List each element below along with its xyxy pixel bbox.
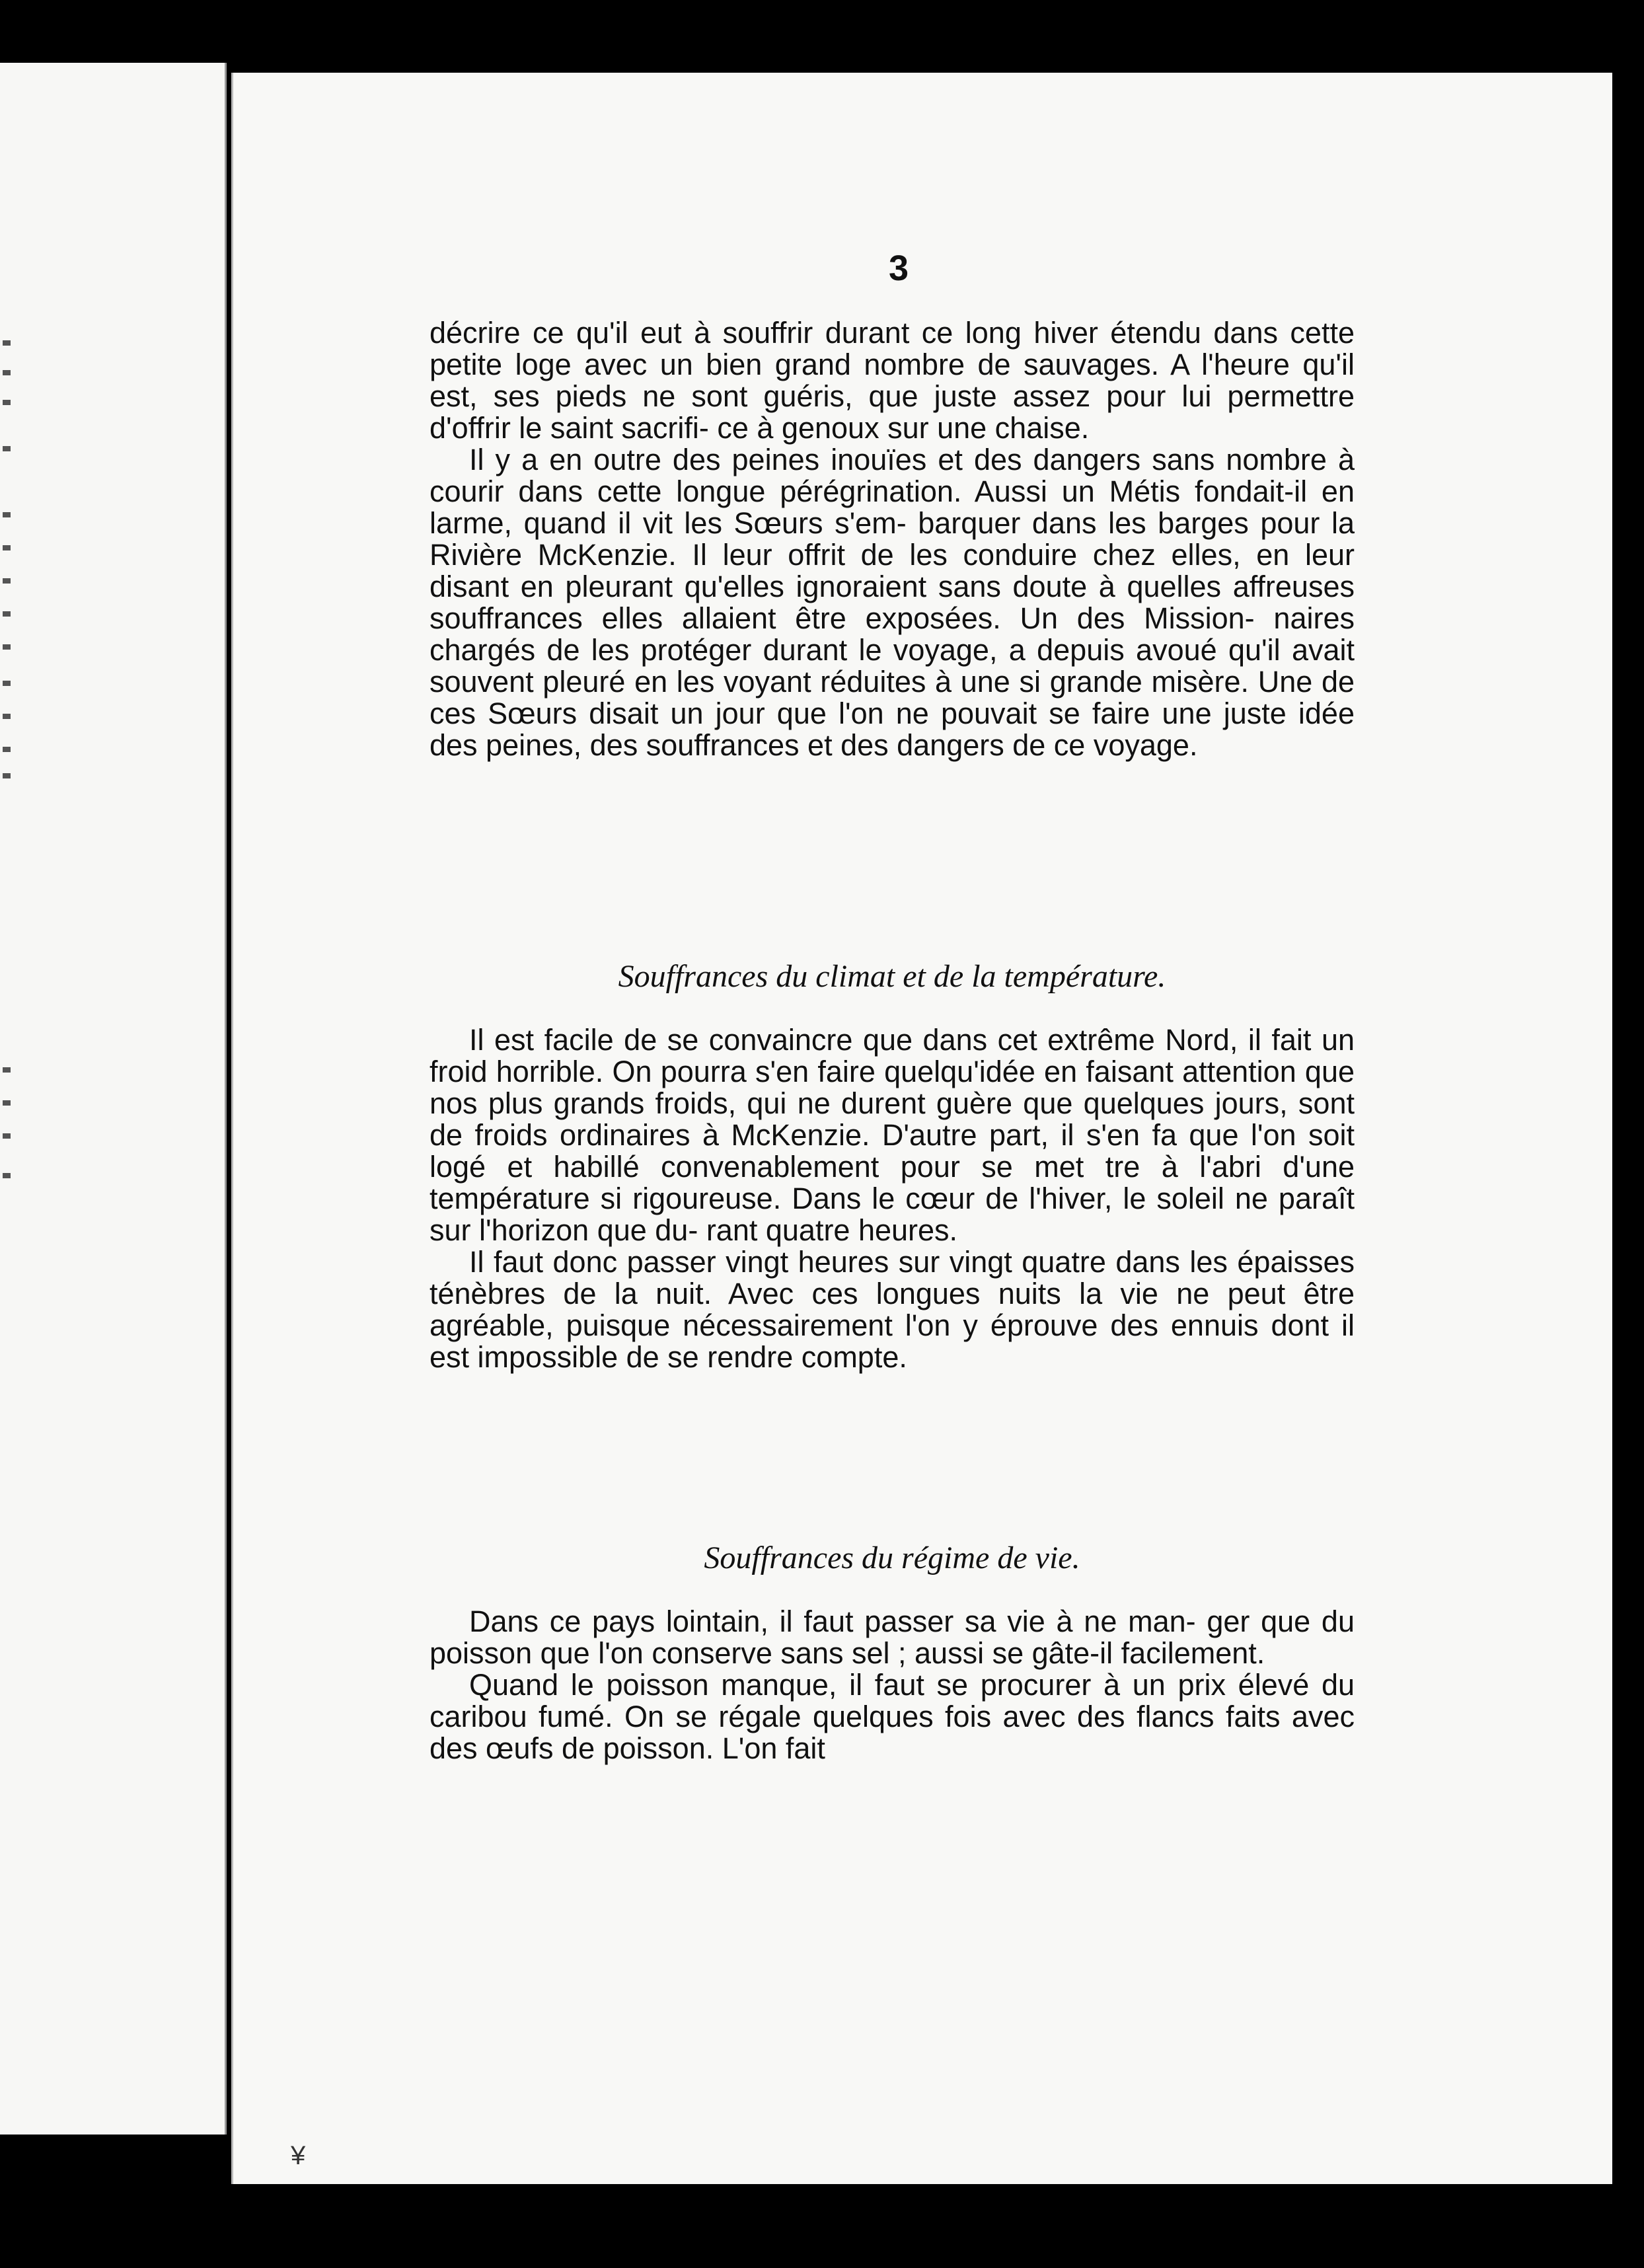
page-number: 3 <box>889 248 909 288</box>
paragraph: décrire ce qu'il eut à souffrir durant ce long hiver étendu dans cette petite loge avec un bien grand nombre de sauvages. A l'heure qu'il est, ses pieds ne sont guéris, que juste assez pour lui permettre d'offrir le saint sacrifi- ce à genoux sur une chaise. <box>430 316 1355 445</box>
ink-smudge: ¥ <box>291 2141 306 2170</box>
paragraph: Il faut donc passer vingt heures sur vingt quatre dans les épaisses ténèbres de la nuit. Avec ces longues nuits la vie ne peut être agréable, puisque nécessairement l'on y éprouve des ennuis dont il est impossible de se rendre compte. <box>430 1245 1355 1374</box>
paragraph: Il y a en outre des peines inouïes et des dangers sans nombre à courir dans cette longue pérégrination. Aussi un Métis fondait-il en larme, quand il vit les Sœurs s'em- barquer dans les barges pour la Rivière McKenzie. Il leur offrit de les conduire chez elles, en leur disant en pleurant qu'elles ignoraient sans doute à quelles affreuses souffrances elles allaient être exposées. Un des Mission- naires chargés de les protéger durant le voyage, a depuis avoué qu'il avait souvent pleuré en les voyant réduites à une si grande misère. Une de ces Sœurs disait un jour que l'on ne pouvait se faire une juste idée des peines, des souffrances et des dangers de ce voyage. <box>430 443 1355 762</box>
left-page-edge-marks <box>0 63 26 2135</box>
paragraph: Dans ce pays lointain, il faut passer sa vie à ne man- ger que du poisson que l'on conserve sans sel ; aussi se gâte-il facilement. <box>430 1605 1355 1670</box>
section-heading: Souffrances du climat et de la température. <box>618 959 1166 994</box>
text-block-climat <box>430 1024 1355 1373</box>
section-heading: Souffrances du régime de vie. <box>704 1540 1080 1575</box>
text-block-top <box>430 317 1355 761</box>
paragraph: Il est facile de se convaincre que dans cet extrême Nord, il fait un froid horrible. On pourra s'en faire quelqu'idée en faisant attention que nos plus grands froids, qui ne durent guère que quelques jours, sont de froids ordinaires à McKenzie. D'autre part, il s'en fa que l'on soit logé et habillé convenablement pour se met tre à l'abri d'une température si rigoureuse. Dans le cœur de l'hiver, le soleil ne paraît sur l'horizon que du- rant quatre heures. <box>430 1023 1355 1247</box>
text-block-regime <box>430 1606 1355 1764</box>
paragraph: Quand le poisson manque, il faut se procurer à un prix élevé du caribou fumé. On se régale quelques fois avec des flancs faits avec des œufs de poisson. L'on fait <box>430 1668 1355 1765</box>
left-page-edge <box>0 63 227 2135</box>
